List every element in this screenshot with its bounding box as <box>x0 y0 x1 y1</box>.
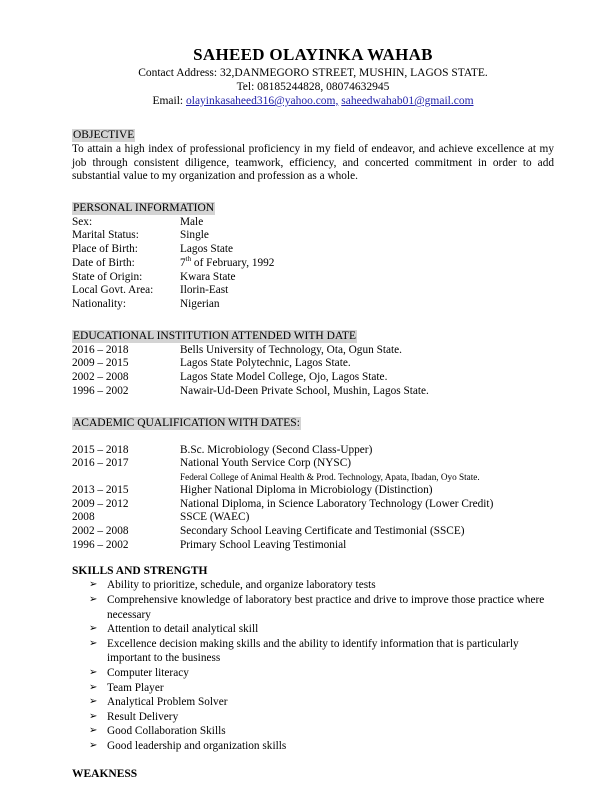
skill-item <box>72 695 554 710</box>
section-heading-education: EDUCATIONAL INSTITUTION ATTENDED WITH DATE <box>73 329 356 342</box>
qualification-years: 2008 <box>72 511 95 524</box>
section-heading-personal: PERSONAL INFORMATION <box>73 201 215 214</box>
qualification-row <box>72 471 554 484</box>
personal-key: Date of Birth: <box>72 256 135 269</box>
qualification-title: Primary School Leaving Testimonial <box>180 538 347 551</box>
contact-phone: Tel: 08185244828, 08074632945 <box>236 81 390 93</box>
skill-text: Computer literacy <box>107 667 189 679</box>
email-link-yahoo[interactable]: olayinkasaheed316@yahoo.com, <box>186 95 339 107</box>
personal-information-section <box>72 198 554 312</box>
personal-value: Single <box>180 229 209 242</box>
personal-key: Local Govt. Area: <box>72 284 154 297</box>
dob-ordinal: th <box>185 255 192 264</box>
email-label: Email: <box>152 95 184 107</box>
education-institution: Lagos State Model College, Ojo, Lagos State. <box>180 371 388 384</box>
personal-key: Nationality: <box>72 298 126 310</box>
contact-address: Contact Address: 32,DANMEGORO STREET, MUSHIN, LAGOS STATE. <box>138 67 488 79</box>
personal-value: Lagos State <box>180 243 234 256</box>
skill-text: Good leadership and organization skills <box>107 739 287 752</box>
skill-item <box>72 637 554 666</box>
personal-value-dob <box>180 257 554 271</box>
education-institution: Lagos State Polytechnic, Lagos State. <box>180 357 351 370</box>
arrow-bullet-icon: ➢ <box>89 725 98 737</box>
education-row <box>72 385 554 399</box>
skill-item <box>72 710 554 725</box>
personal-key: Marital Status: <box>72 229 139 242</box>
resume-page <box>72 44 554 781</box>
personal-row <box>72 229 554 243</box>
skill-text: Analytical Problem Solver <box>107 696 228 709</box>
arrow-bullet-icon: ➢ <box>89 696 98 708</box>
candidate-name: SAHEED OLAYINKA WAHAB <box>193 45 433 64</box>
qualification-title: National Youth Service Corp (NYSC) <box>180 457 352 470</box>
arrow-bullet-icon: ➢ <box>89 667 98 678</box>
qualification-years: 1996 – 2002 <box>72 538 129 551</box>
objective-section <box>72 125 554 184</box>
qualification-row <box>72 498 554 512</box>
education-section <box>72 326 554 399</box>
objective-text: To attain a high index of professional proficiency in my field of endeavor, and achieve excellence at my job through consistent diligence, teamwork, efficiency, and concerted commitment in order to add substantial value to my organization and profession as a whole. <box>72 143 554 183</box>
qualification-row <box>72 444 554 458</box>
qualification-years: 2015 – 2018 <box>72 443 129 456</box>
personal-value: Male <box>180 215 204 228</box>
qualification-row <box>72 484 554 498</box>
section-heading-qualification: ACADEMIC QUALIFICATION WITH DATES: <box>73 416 300 429</box>
education-years: 2009 – 2015 <box>72 357 129 370</box>
email-link-gmail[interactable]: saheedwahab01@gmail.com <box>341 95 474 107</box>
education-row <box>72 357 554 371</box>
arrow-bullet-icon: ➢ <box>89 579 98 591</box>
skills-list <box>72 578 554 753</box>
arrow-bullet-icon: ➢ <box>89 739 98 751</box>
qualification-title: Secondary School Leaving Certificate and Testimonial (SSCE) <box>180 525 465 538</box>
personal-row <box>72 298 554 312</box>
contact-email-line <box>72 94 554 108</box>
skill-text: Excellence decision making skills and the ability to identify information that is particularly important to the business <box>107 637 519 665</box>
skill-text: Comprehensive knowledge of laboratory best practice and drive to improve those practice where necessary <box>107 594 545 621</box>
personal-row <box>72 257 554 271</box>
personal-value: Nigerian <box>180 298 220 310</box>
qualification-title: SSCE (WAEC) <box>180 511 250 524</box>
personal-row <box>72 216 554 230</box>
personal-value: Ilorin-East <box>180 284 229 297</box>
qualification-years <box>72 471 180 484</box>
arrow-bullet-icon: ➢ <box>89 681 98 693</box>
qualification-title: National Diploma, in Science Laboratory Technology (Lower Credit) <box>180 497 494 510</box>
section-heading-weakness: WEAKNESS <box>72 767 138 780</box>
qualification-years: 2016 – 2017 <box>72 457 129 470</box>
qualification-section <box>72 413 554 553</box>
education-years: 2016 – 2018 <box>72 343 129 356</box>
personal-key: State of Origin: <box>72 270 143 283</box>
skill-item <box>72 724 554 739</box>
skills-section <box>72 564 554 753</box>
arrow-bullet-icon: ➢ <box>89 710 98 722</box>
section-heading-objective: OBJECTIVE <box>73 129 135 141</box>
qualification-row <box>72 457 554 471</box>
qualification-years: 2009 – 2012 <box>72 497 129 510</box>
dob-day: 7 <box>180 256 186 269</box>
personal-row <box>72 243 554 257</box>
skill-item <box>72 593 554 622</box>
qualification-row <box>72 511 554 525</box>
skill-text: Ability to prioritize, schedule, and organize laboratory tests <box>107 579 376 592</box>
skill-item <box>72 578 554 593</box>
skill-text: Good Collaboration Skills <box>107 725 226 738</box>
education-years: 1996 – 2002 <box>72 384 129 397</box>
skill-item <box>72 681 554 696</box>
qualification-years: 2002 – 2008 <box>72 525 129 538</box>
skill-item <box>72 622 554 637</box>
qualification-title: Federal College of Animal Health & Prod. Technology, Apata, Ibadan, Oyo State. <box>180 471 480 482</box>
qualification-row <box>72 539 554 553</box>
education-years: 2002 – 2008 <box>72 371 129 384</box>
education-row <box>72 344 554 358</box>
qualification-years: 2013 – 2015 <box>72 483 129 496</box>
personal-row <box>72 284 554 298</box>
qualification-title: Higher National Diploma in Microbiology (Distinction) <box>180 483 433 496</box>
skill-text: Attention to detail analytical skill <box>107 623 259 636</box>
education-row <box>72 371 554 385</box>
skill-item <box>72 666 554 681</box>
arrow-bullet-icon: ➢ <box>89 637 98 649</box>
education-institution: Nawair-Ud-Deen Private School, Mushin, Lagos State. <box>180 384 429 397</box>
skill-text: Team Player <box>107 681 164 694</box>
arrow-bullet-icon: ➢ <box>89 623 98 635</box>
education-institution: Bells University of Technology, Ota, Ogun State. <box>180 343 402 356</box>
arrow-bullet-icon: ➢ <box>89 594 98 606</box>
personal-value: Kwara State <box>180 270 236 283</box>
skill-item <box>72 739 554 754</box>
qualification-row <box>72 525 554 539</box>
section-heading-skills: SKILLS AND STRENGTH <box>72 565 208 578</box>
personal-row <box>72 271 554 285</box>
personal-key: Sex: <box>72 215 93 228</box>
skill-text: Result Delivery <box>107 710 179 723</box>
personal-key: Place of Birth: <box>72 243 138 256</box>
qualification-title: B.Sc. Microbiology (Second Class-Upper) <box>180 443 373 456</box>
dob-rest: of February, 1992 <box>191 256 275 269</box>
